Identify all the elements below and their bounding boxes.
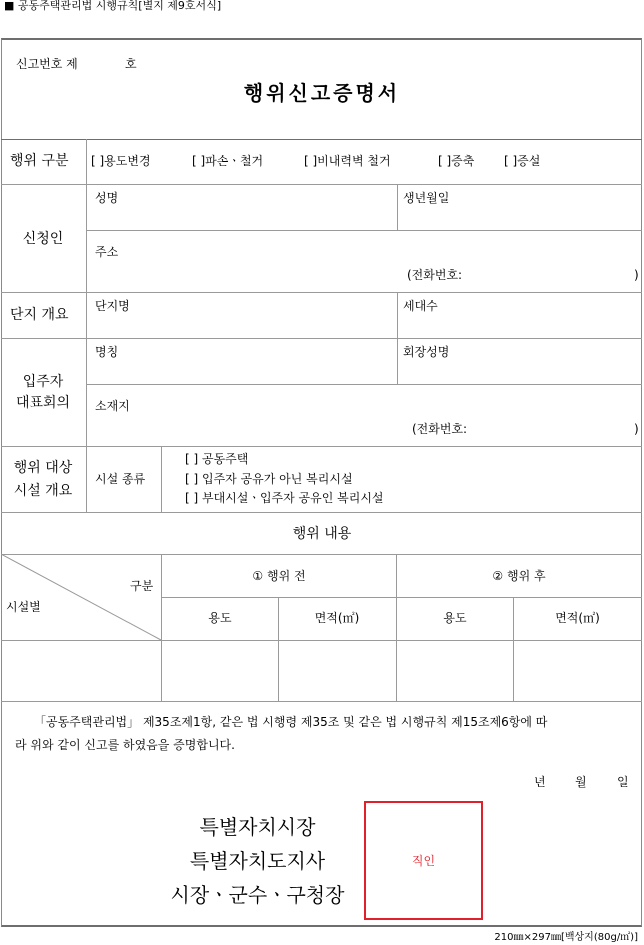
applicant-name-label: 성명 bbox=[95, 191, 119, 205]
content-title: 행위 내용 bbox=[292, 526, 352, 542]
after-header: ② 행위 후 bbox=[492, 569, 546, 583]
applicant-phone-close: ) bbox=[634, 268, 639, 282]
council-chair-label: 회장성명 bbox=[403, 345, 450, 359]
council-name-label: 명칭 bbox=[95, 345, 119, 359]
report-number-prefix: 신고번호 제 bbox=[16, 57, 78, 71]
paper-note: 210㎜×297㎜[백상지(80g/㎡)] bbox=[494, 932, 638, 943]
form-reference: ■ 공동주택관리법 시행규칙[별지 제9호서식] bbox=[4, 0, 222, 12]
after-use-header: 용도 bbox=[443, 611, 467, 625]
facility-label-line1: 행위 대상 bbox=[13, 460, 73, 476]
option-use-change[interactable]: [ ]용도변경 bbox=[91, 154, 151, 168]
diagonal-divider bbox=[1, 554, 162, 641]
applicant-phone-label: (전화번호: bbox=[407, 268, 463, 282]
complex-label: 단지 개요 bbox=[10, 307, 69, 323]
date-month: 월 bbox=[575, 775, 587, 789]
before-area-header: 면적(㎡) bbox=[314, 611, 360, 625]
facility-label-line2: 시설 개요 bbox=[13, 483, 73, 499]
applicant-birth-label: 생년월일 bbox=[403, 191, 450, 205]
council-label-line1: 입주자 bbox=[22, 374, 64, 390]
option-wall-removal[interactable]: [ ]비내력벽 철거 bbox=[304, 154, 391, 168]
division-label: 구분 bbox=[130, 579, 154, 593]
after-area-header: 면적(㎡) bbox=[555, 611, 600, 625]
option-damage-removal[interactable]: [ ]파손ㆍ철거 bbox=[192, 154, 264, 168]
seal-label: 직인 bbox=[411, 854, 436, 868]
report-number-suffix: 호 bbox=[125, 57, 137, 71]
issuer-line2: 특별자치도지사 bbox=[189, 849, 326, 873]
complex-name-label: 단지명 bbox=[95, 299, 130, 313]
action-type-label: 행위 구분 bbox=[10, 153, 69, 169]
statement-line1: 「공동주택관리법」 제35조제1항, 같은 법 시행령 제35조 및 같은 법 시행규칙 제15조제6항에 따 bbox=[34, 715, 548, 729]
council-phone-label: (전화번호: bbox=[412, 422, 468, 436]
facility-kind-label: 시설 종류 bbox=[95, 472, 146, 486]
council-label-line2: 대표회의 bbox=[15, 395, 71, 411]
facility-option-shared-welfare[interactable]: [ ] 부대시설ㆍ입주자 공유인 복리시설 bbox=[185, 491, 384, 505]
council-phone-close: ) bbox=[634, 422, 639, 436]
complex-households-label: 세대수 bbox=[403, 299, 438, 313]
applicant-label: 신청인 bbox=[22, 231, 64, 247]
facility-option-private-welfare[interactable]: [ ] 입주자 공유가 아닌 복리시설 bbox=[185, 472, 353, 486]
option-extension[interactable]: [ ]증축 bbox=[438, 154, 475, 168]
issuer-line1: 특별자치시장 bbox=[199, 815, 316, 839]
page-title: 행위신고증명서 bbox=[243, 81, 401, 105]
before-use-header: 용도 bbox=[208, 611, 232, 625]
facility-option-housing[interactable]: [ ] 공동주택 bbox=[185, 452, 249, 466]
option-addition[interactable]: [ ]증설 bbox=[504, 154, 541, 168]
date-year: 년 bbox=[534, 775, 546, 789]
by-facility-label: 시설별 bbox=[6, 600, 41, 614]
applicant-address-label: 주소 bbox=[95, 245, 119, 259]
issuer-line3: 시장ㆍ군수ㆍ구청장 bbox=[170, 883, 345, 907]
date-day: 일 bbox=[617, 775, 629, 789]
before-header: ① 행위 전 bbox=[252, 569, 306, 583]
council-location-label: 소재지 bbox=[95, 399, 130, 413]
statement-line2: 라 위와 같이 신고를 하였음을 증명합니다. bbox=[15, 738, 235, 752]
